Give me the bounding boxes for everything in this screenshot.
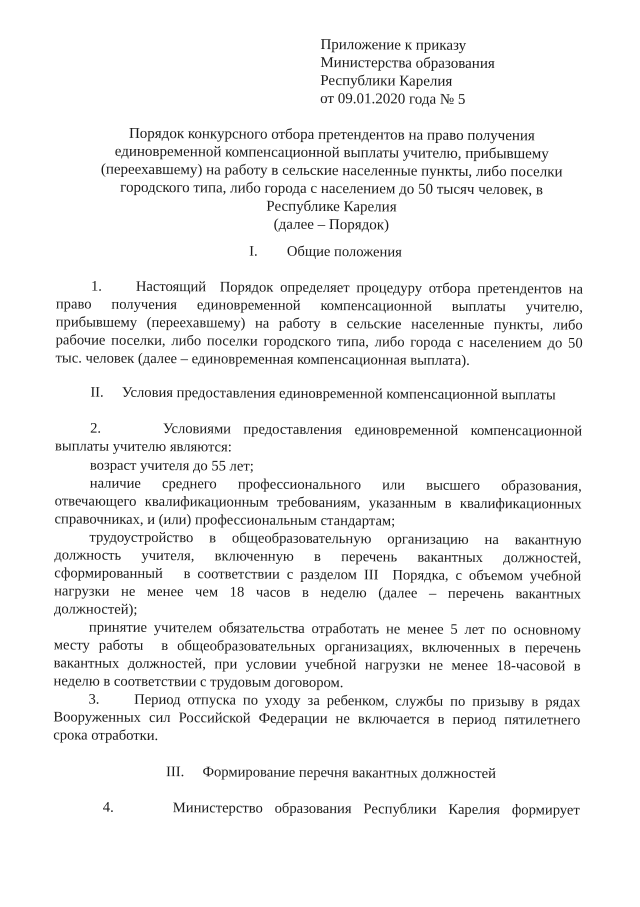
- p3-line-1: 3. Период отпуска по уходу за ребенком, службы по призыву в рядах: [88, 691, 581, 711]
- item-employment-line-3: сформированный в соответствии с разделом III Порядка, с объемом учебной: [54, 565, 582, 585]
- p2-line-1: 2. Условиями предоставления единовременной компенсационной: [90, 420, 583, 440]
- appendix-line-2: Министерства образования: [320, 54, 495, 73]
- item-obligation-line-2: месту работы в общеобразовательных организациях, включенных в перечень: [53, 637, 581, 657]
- appendix-line-4: от 09.01.2020 года № 5: [320, 90, 466, 108]
- item-employment-line-5: должностей);: [53, 601, 138, 618]
- item-education-line-1: наличие среднего профессионального или высшего образования,: [89, 475, 582, 495]
- item-age: возраст учителя до 55 лет;: [89, 457, 254, 475]
- title-line-6: (далее – Порядок): [273, 216, 390, 234]
- item-education-line-2: отвечающего квалификационным требованиям, указанным в квалификационных: [54, 493, 582, 513]
- p4-line-1: 4. Министерство образования Республики Карелия формирует: [102, 799, 580, 819]
- item-education-line-3: справочниках, и (или) профессиональным стандартам;: [54, 511, 396, 530]
- item-employment-line-2: должность учителя, включенную в перечень вакантных должностей,: [54, 547, 582, 567]
- p1-line-1: 1. Настоящий Порядок определяет процедуру отбора претендентов на: [90, 278, 584, 298]
- p1-line-5: тыс. человек (далее – единовременная компенсационная выплата).: [55, 350, 470, 369]
- p2-line-2: выплаты учителю являются:: [54, 438, 232, 456]
- title-line-3: (переехавшему) на работу в сельские населенные пункты, либо поселки: [100, 161, 563, 181]
- item-obligation-line-3: вакантных должностей, при условии учебной нагрузки не менее 18-часовой в: [53, 655, 581, 675]
- item-employment-line-4: нагрузки не менее чем 18 часов в неделю (далее – перечень вакантных: [54, 583, 582, 603]
- item-employment-line-1: трудоустройство в общеобразовательную организацию на вакантную: [89, 529, 582, 549]
- section-2-heading: II. Условия предоставления единовременной компенсационной выплаты: [90, 384, 556, 404]
- title-line-1: Порядок конкурсного отбора претендентов на право получения: [128, 125, 535, 145]
- p3-line-2: Вооруженных сил Российской Федерации не включается в период пятилетнего: [53, 709, 581, 729]
- section-1-heading: I. Общие положения: [249, 243, 402, 261]
- title-line-4: городского типа, либо города с населением до 50 тысяч человек, в: [120, 179, 544, 199]
- appendix-line-1: Приложение к приказу: [320, 36, 467, 54]
- section-3-heading: III. Формирование перечня вакантных должностей: [165, 764, 496, 783]
- appendix-line-3: Республики Карелия: [320, 72, 453, 90]
- item-obligation-line-4: неделю в соответствии с трудовым договором.: [53, 673, 344, 692]
- p1-line-4: рабочие поселки, либо поселки городского типа, либо города с населением до 50: [55, 332, 583, 352]
- p3-line-3: срока отработки.: [53, 727, 159, 745]
- title-line-2: единовременной компенсационной выплаты учителю, прибывшему: [114, 143, 549, 163]
- p1-line-3: прибывшему (переехавшему) на работу в сельские населенные пункты, либо: [55, 314, 583, 334]
- title-line-5: Республике Карелия: [266, 198, 397, 216]
- p1-line-2: право получения единовременной компенсационной выплаты учителю,: [55, 296, 583, 316]
- item-obligation-line-1: принятие учителем обязательства отработать не менее 5 лет по основному: [88, 619, 581, 639]
